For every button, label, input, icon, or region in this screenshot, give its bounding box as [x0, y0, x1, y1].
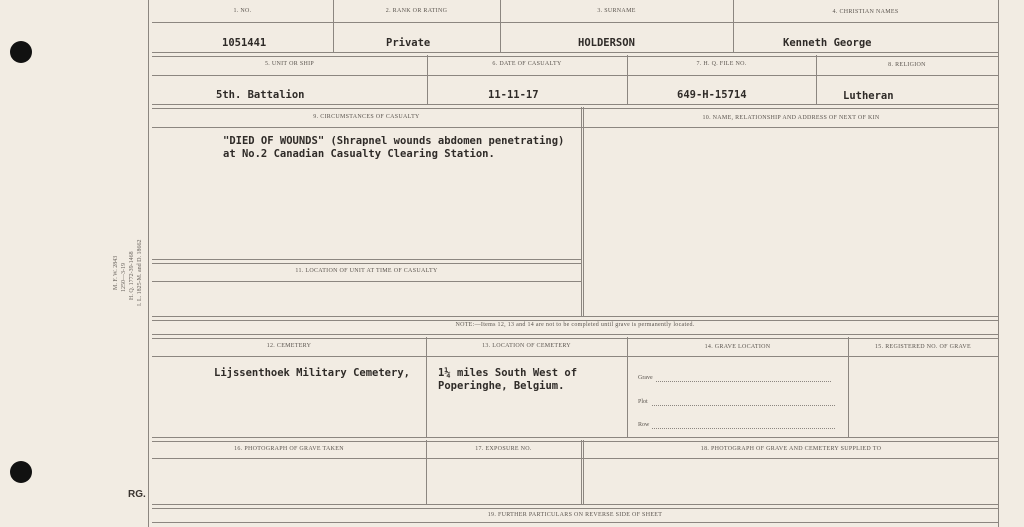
divider [152, 75, 998, 76]
divider [152, 334, 998, 339]
label-unit: 5. UNIT OR SHIP [264, 61, 315, 67]
divider [627, 337, 628, 437]
right-rule [998, 0, 999, 527]
label-circumstances: 9. CIRCUMSTANCES OF CASUALTY [313, 114, 420, 120]
label-cemetery: 12. CEMETERY [266, 343, 312, 349]
margin-rule [148, 0, 149, 527]
side-print-line3: H. Q. 1772-39-1468 [129, 251, 135, 300]
value-unit: 5th. Battalion [216, 89, 305, 101]
label-no: 1. NO. [233, 8, 252, 14]
value-location-cemetery: 1¼ miles South West of Poperinghe, Belgium. [438, 367, 578, 392]
value-christian-names: Kenneth George [783, 37, 872, 49]
label-photo-taken: 16. PHOTOGRAPH OF GRAVE TAKEN [234, 446, 344, 452]
label-hq-file: 7. H. Q. FILE NO. [696, 61, 747, 67]
label-further-particulars: 19. FURTHER PARTICULARS ON REVERSE SIDE OF SHEET [487, 512, 663, 518]
value-religion: Lutheran [843, 90, 894, 102]
divider [152, 281, 581, 282]
divider [152, 127, 998, 128]
label-exposure: 17. EXPOSURE NO. [475, 446, 532, 452]
label-rank: 2. RANK OR RATING [385, 8, 448, 14]
label-surname: 3. SURNAME [597, 8, 636, 14]
divider [426, 337, 427, 437]
divider [152, 437, 998, 442]
divider [581, 440, 582, 504]
label-next-of-kin: 10. NAME, RELATIONSHIP AND ADDRESS OF NEXT OF KIN [702, 115, 880, 121]
divider [152, 356, 998, 357]
divider [152, 522, 998, 523]
divider [152, 504, 998, 509]
label-location-unit: 11. LOCATION OF UNIT AT TIME OF CASUALTY [295, 268, 438, 274]
label-registered-no: 15. REGISTERED NO. OF GRAVE [875, 344, 971, 350]
divider [152, 458, 998, 459]
value-date-casualty: 11-11-17 [488, 89, 539, 101]
divider [152, 52, 998, 57]
row-field-label: Row [638, 422, 650, 428]
side-print-line1: M. F. W. 2843 [113, 255, 119, 290]
label-religion: 8. RELIGION [888, 62, 926, 68]
row-field-line [652, 428, 835, 429]
value-cemetery: Lijssenthoek Military Cemetery, [214, 367, 410, 379]
label-date-casualty: 6. DATE OF CASUALTY [492, 61, 562, 67]
grave-field-line [656, 381, 831, 382]
value-surname: HOLDERSON [578, 37, 635, 49]
divider [152, 259, 581, 264]
divider [152, 22, 998, 23]
grave-field-label: Grave [638, 375, 653, 381]
corner-mark: RG. [128, 489, 146, 500]
divider [581, 107, 582, 316]
punch-hole-top [10, 41, 32, 63]
label-grave-location: 14. GRAVE LOCATION [704, 344, 771, 350]
value-rank: Private [386, 37, 431, 49]
divider [733, 0, 734, 52]
value-circumstances: "DIED OF WOUNDS" (Shrapnel wounds abdomen penetrating) at No.2 Canadian Casualty Clearing Station. [223, 135, 565, 160]
value-hq-file: 649-H-15714 [677, 89, 747, 101]
label-photo-supplied: 18. PHOTOGRAPH OF GRAVE AND CEMETERY SUPPLIED TO [700, 446, 882, 452]
plot-field-label: Plot [638, 399, 648, 405]
note-text: NOTE:—Items 12, 13 and 14 are not to be completed until grave is permanently located. [455, 322, 695, 328]
label-location-cemetery: 13. LOCATION OF CEMETERY [482, 343, 571, 349]
label-christian-names: 4. CHRISTIAN NAMES [832, 9, 899, 15]
side-print-line2: 1250—3-19 [121, 263, 127, 292]
divider [152, 316, 998, 321]
punch-hole-bottom [10, 461, 32, 483]
divider [152, 104, 998, 109]
side-print-line4: I. L. 1825-M. and D. 18662 [137, 239, 143, 306]
divider [583, 107, 584, 316]
value-no: 1051441 [222, 37, 267, 49]
divider [848, 337, 849, 437]
plot-field-line [652, 405, 835, 406]
